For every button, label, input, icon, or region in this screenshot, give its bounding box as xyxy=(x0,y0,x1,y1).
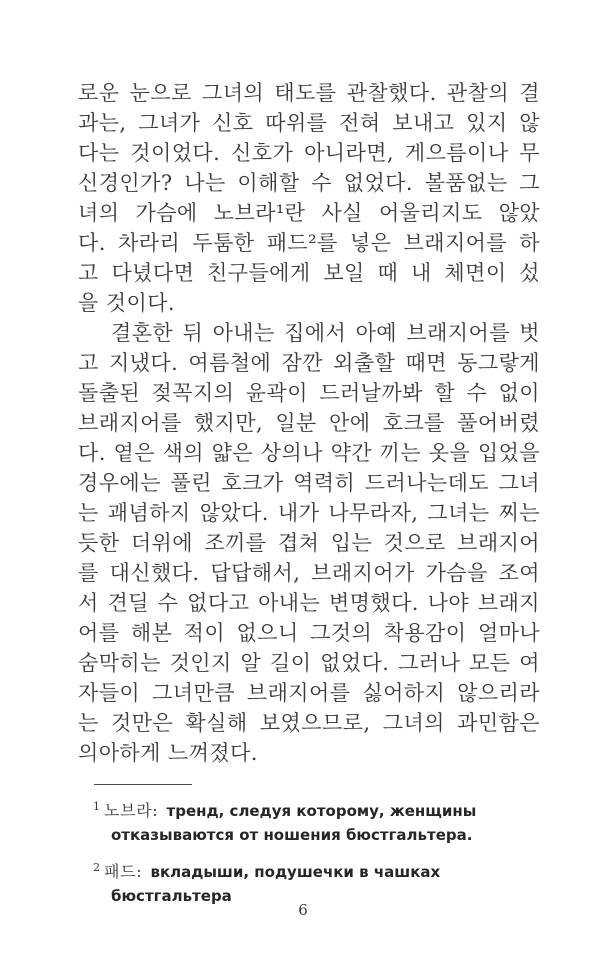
text-line: 고 지냈다. 여름철에 잠깐 외출할 때면 동그랗게 xyxy=(78,351,540,375)
text-line: 듯한 더위에 조끼를 겹쳐 입는 것으로 브래지어 xyxy=(78,531,540,555)
text-line: 의아하게 느껴졌다. xyxy=(78,741,258,765)
footnote xyxy=(78,795,546,847)
text-line: 결혼한 뒤 아내는 집에서 아예 브래지어를 벗 xyxy=(111,321,540,345)
text-line: 다는 것이었다. 신호가 아니라면, 게으름이나 무 xyxy=(78,141,540,165)
text-line: 을 것이다. xyxy=(78,291,176,315)
footnote-definition: тренд, следуя которому, женщины отказываются от ношения бюстгальтера. xyxy=(111,802,477,844)
footnote-marker: 2 xyxy=(93,861,100,874)
footnote-term: 노브라: xyxy=(104,801,159,820)
text-line: 숨막히는 것인지 알 길이 없었다. 그러나 모든 여 xyxy=(78,651,540,675)
text-line: 서 견딜 수 없다고 아내는 변명했다. 나야 브래지 xyxy=(78,591,540,615)
footnote-definition: вкладыши, подушечки в чашках бюстгальтера xyxy=(111,863,441,905)
text-line: 다. 옅은 색의 얇은 상의나 약간 끼는 옷을 입었을 xyxy=(78,441,540,465)
text-line: 어를 해본 적이 없으니 그것의 착용감이 얼마나 xyxy=(78,621,540,645)
footnote-marker: 1 xyxy=(93,800,100,813)
text-line: 경우에는 풀린 호크가 역력히 드러나는데도 그녀 xyxy=(78,471,540,495)
page-footer xyxy=(0,900,606,919)
footnotes-section xyxy=(78,784,546,917)
text-line: 는 것만은 확실해 보였으므로, 그녀의 과민함은 xyxy=(78,711,540,735)
text-line: 다. 차라리 두툼한 패드²를 넣은 브래지어를 하 xyxy=(78,231,540,255)
text-line: 고 다녔다면 친구들에게 보일 때 내 체면이 섰 xyxy=(78,261,540,285)
text-line: 녀의 가슴에 노브라¹란 사실 어울리지도 않았 xyxy=(78,201,540,225)
text-line: 돌출된 젖꼭지의 윤곽이 드러날까봐 할 수 없이 xyxy=(78,381,540,405)
text-line: 로운 눈으로 그녀의 태도를 관찰했다. 관찰의 결 xyxy=(78,81,540,105)
footnote-list xyxy=(78,795,546,908)
footnote-separator-rule xyxy=(94,784,192,785)
text-line: 과는, 그녀가 신호 따위를 전혀 보내고 있지 않 xyxy=(78,111,540,135)
text-line: 브래지어를 했지만, 일분 안에 호크를 풀어버렸 xyxy=(78,411,540,435)
text-line: 신경인가? 나는 이해할 수 없었다. 볼품없는 그 xyxy=(78,171,540,195)
footnote-term: 패드: xyxy=(104,862,143,881)
text-line: 는 괘념하지 않았다. 내가 나무라자, 그녀는 찌는 xyxy=(78,501,540,525)
text-line: 자들이 그녀만큼 브래지어를 싫어하지 않으리라 xyxy=(78,681,540,705)
body-text-block xyxy=(78,78,540,768)
text-line: 를 대신했다. 답답해서, 브래지어가 가슴을 조여 xyxy=(78,561,540,585)
page-number: 6 xyxy=(298,901,308,919)
